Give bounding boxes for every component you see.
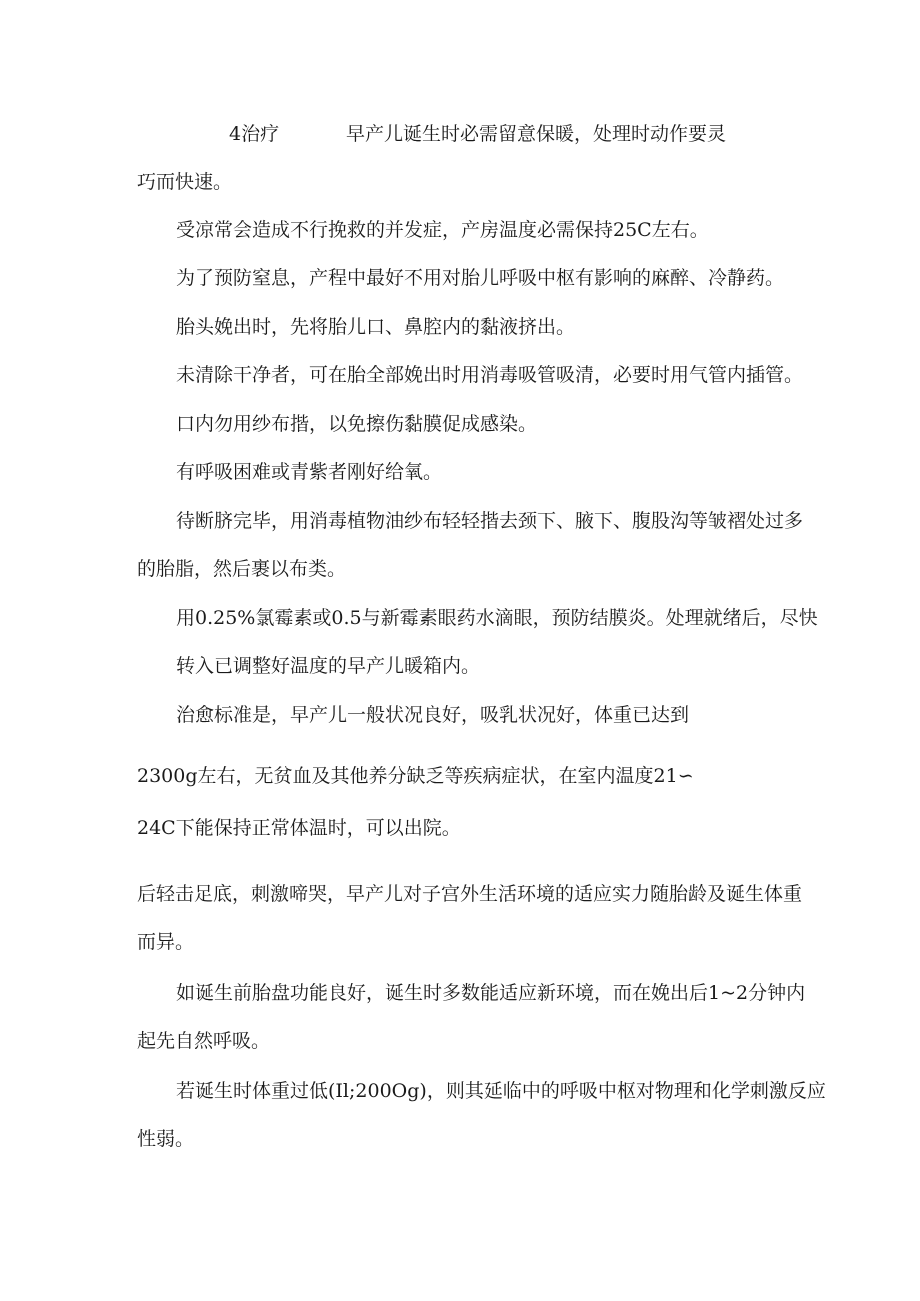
text-line: 若诞生时体重过低(Il;200Og)，则其延临中的呼吸中枢对物理和化学刺激反应 bbox=[176, 1080, 826, 1102]
text-line: 为了预防窒息，产程中最好不用对胎儿呼吸中枢有影响的麻醉、冷静药。 bbox=[176, 267, 785, 289]
text-line: 性弱。 bbox=[137, 1128, 195, 1150]
text-line: 的胎脂，然后裹以布类。 bbox=[137, 558, 347, 580]
section-heading: 4治疗 bbox=[229, 123, 280, 145]
text-line: 口内勿用纱布揩，以免擦伤黏膜促成感染。 bbox=[176, 413, 538, 435]
text-line: 有呼吸困难或青紫者刚好给氧。 bbox=[176, 461, 443, 483]
text-line: 转入已调整好温度的早产儿暖箱内。 bbox=[176, 655, 481, 677]
text-line: 胎头娩出时，先将胎儿口、鼻腔内的黏液挤出。 bbox=[176, 316, 576, 338]
text-line: 治愈标准是，早产儿一般状况良好，吸乳状况好，体重已达到 bbox=[176, 704, 690, 726]
text-line: 巧而快速。 bbox=[137, 171, 233, 193]
text-line: 未清除干净者，可在胎全部娩出时用消毒吸管吸清，必要时用气管内插管。 bbox=[176, 364, 804, 386]
text-line: 2300g左右，无贫血及其他养分缺乏等疾病症状，在室内温度21∽ bbox=[137, 765, 694, 787]
text-line: 用0.25%氯霉素或0.5与新霉素眼药水滴眼，预防结膜炎。处理就绪后，尽快 bbox=[176, 607, 818, 629]
text-line: 受凉常会造成不行挽救的并发症，产房温度必需保持25C左右。 bbox=[176, 219, 709, 241]
text-line: 早产儿诞生时必需留意保暖，处理时动作要灵 bbox=[346, 123, 727, 145]
text-line: 24C下能保持正常体温时，可以出院。 bbox=[137, 817, 461, 839]
text-line: 后轻击足底，刺激啼哭，早产儿对子宫外生活环境的适应实力随胎龄及诞生体重 bbox=[137, 883, 803, 905]
text-line: 起先自然呼吸。 bbox=[137, 1030, 271, 1052]
text-line: 而异。 bbox=[137, 931, 195, 953]
text-line: 如诞生前胎盘功能良好，诞生时多数能适应新环境，而在娩出后1~2分钟内 bbox=[176, 982, 806, 1004]
text-line: 待断脐完毕，用消毒植物油纱布轻轻揩去颈下、腋下、腹股沟等皱褶处过多 bbox=[176, 510, 804, 532]
